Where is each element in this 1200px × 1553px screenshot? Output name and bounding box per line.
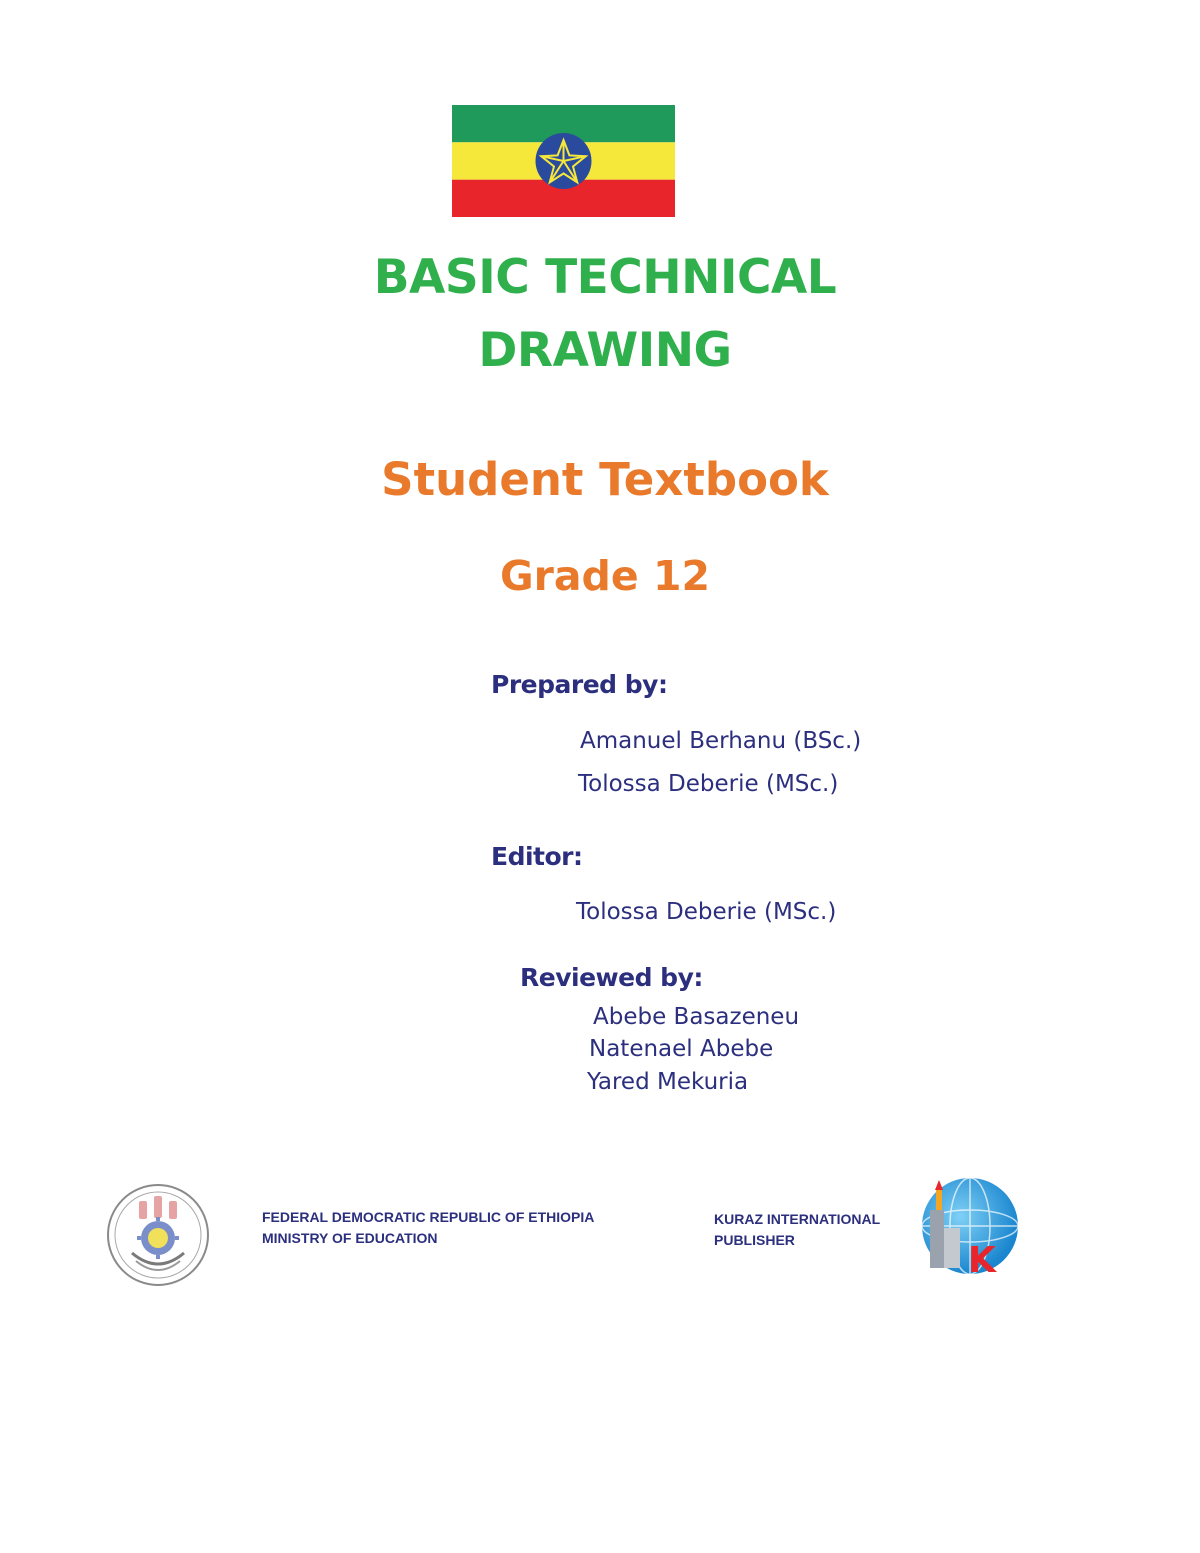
subtitle: Student Textbook bbox=[381, 453, 829, 506]
editor-name: Tolossa Deberie (MSc.) bbox=[576, 899, 837, 925]
editor-heading: Editor: bbox=[491, 842, 583, 871]
title-line-2: DRAWING bbox=[478, 323, 732, 378]
ministry-text bbox=[262, 1207, 594, 1249]
author-name: Tolossa Deberie (MSc.) bbox=[578, 771, 839, 797]
reviewer-name: Abebe Basazeneu bbox=[593, 1004, 800, 1030]
grade-label: Grade 12 bbox=[499, 552, 711, 600]
publisher-line-2: PUBLISHER bbox=[714, 1232, 795, 1248]
ministry-line-2: MINISTRY OF EDUCATION bbox=[262, 1230, 438, 1246]
reviewed-by-heading: Reviewed by: bbox=[520, 963, 703, 992]
ministry-line-1: FEDERAL DEMOCRATIC REPUBLIC OF ETHIOPIA bbox=[262, 1209, 595, 1225]
publisher-text bbox=[714, 1209, 880, 1251]
ethiopian-flag-icon bbox=[452, 105, 675, 217]
publisher-line-1: KURAZ INTERNATIONAL bbox=[714, 1211, 881, 1227]
reviewer-name: Yared Mekuria bbox=[587, 1069, 749, 1095]
ministry-seal-icon bbox=[106, 1183, 210, 1287]
svg-text:K: K bbox=[968, 1240, 996, 1280]
reviewer-name: Natenael Abebe bbox=[589, 1036, 774, 1062]
author-name: Amanuel Berhanu (BSc.) bbox=[580, 728, 862, 754]
title-line-1: BASIC TECHNICAL bbox=[373, 250, 837, 305]
prepared-by-heading: Prepared by: bbox=[491, 670, 668, 699]
kuraz-globe-logo-icon bbox=[918, 1176, 1022, 1280]
